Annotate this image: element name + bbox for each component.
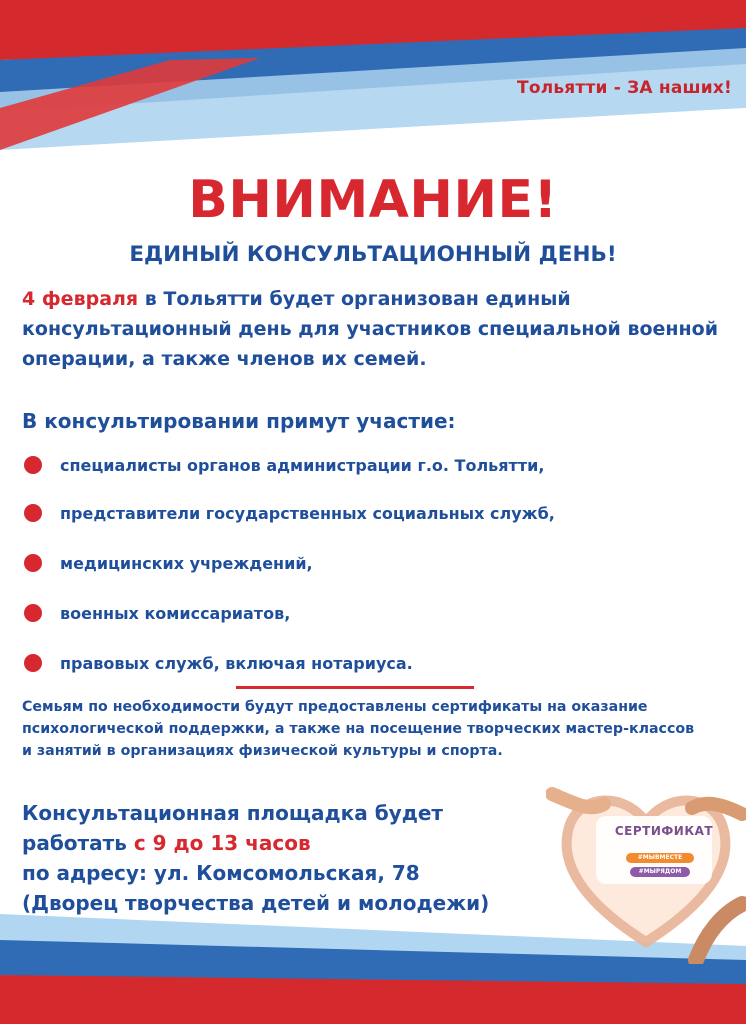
- headline: ВНИМАНИЕ!: [188, 170, 558, 230]
- certificate-tag-near: #МЫРЯДОМ: [630, 867, 690, 877]
- certificate-tag-together: #МЫВМЕСТЕ: [626, 853, 694, 863]
- participant-text: представители государственных социальных служб,: [60, 503, 555, 523]
- venue-address: по адресу: ул. Комсомольская, 78: [22, 861, 420, 885]
- participants-heading: В консультировании примут участие:: [22, 409, 456, 433]
- participant-item: [24, 498, 736, 528]
- certificate-title: СЕРТИФИКАТ: [614, 824, 714, 838]
- bullet-icon: [24, 654, 42, 672]
- participant-text: медицинских учреждений,: [60, 553, 313, 573]
- venue-place: (Дворец творчества детей и молодежи): [22, 891, 490, 915]
- bullet-icon: [24, 456, 42, 474]
- hand-left: [552, 794, 604, 807]
- event-date: 4 февраля: [22, 288, 139, 310]
- bullet-icon: [24, 604, 42, 622]
- intro-paragraph: [22, 284, 734, 374]
- participant-item: [24, 548, 736, 578]
- venue-info: [22, 798, 622, 918]
- venue-line-1: Консультационная площадка будет: [22, 801, 444, 825]
- slogan: Тольятти - ЗА наших!: [517, 78, 732, 98]
- hand-bottom-right: [696, 904, 742, 960]
- venue-prefix: работать: [22, 831, 134, 855]
- participant-item: [24, 450, 736, 480]
- divider-line: [236, 686, 474, 689]
- hands-heart-certificate-image: [546, 764, 746, 964]
- subtitle: ЕДИНЫЙ КОНСУЛЬТАЦИОННЫЙ ДЕНЬ!: [129, 242, 617, 267]
- participant-text: военных комиссариатов,: [60, 603, 291, 623]
- venue-hours: с 9 до 13 часов: [133, 831, 311, 855]
- participant-item: [24, 598, 736, 628]
- participant-text: специалисты органов администрации г.о. Тольятти,: [60, 455, 545, 475]
- venue-line-2: [22, 828, 622, 858]
- certificates-paragraph: Семьям по необходимости будут предоставлены сертификаты на оказание психологической поддержки, а также на посещение творческих мастер-классов и занятий в организациях физической культуры и спорта.: [22, 699, 695, 759]
- intro-text: в Тольятти будет организован единый консультационный день для участников специальной военной операции, а также членов их семей.: [22, 288, 719, 370]
- bullet-icon: [24, 554, 42, 572]
- participant-text: правовых служб, включая нотариуса.: [60, 653, 413, 673]
- bullet-icon: [24, 504, 42, 522]
- participant-item: [24, 648, 736, 678]
